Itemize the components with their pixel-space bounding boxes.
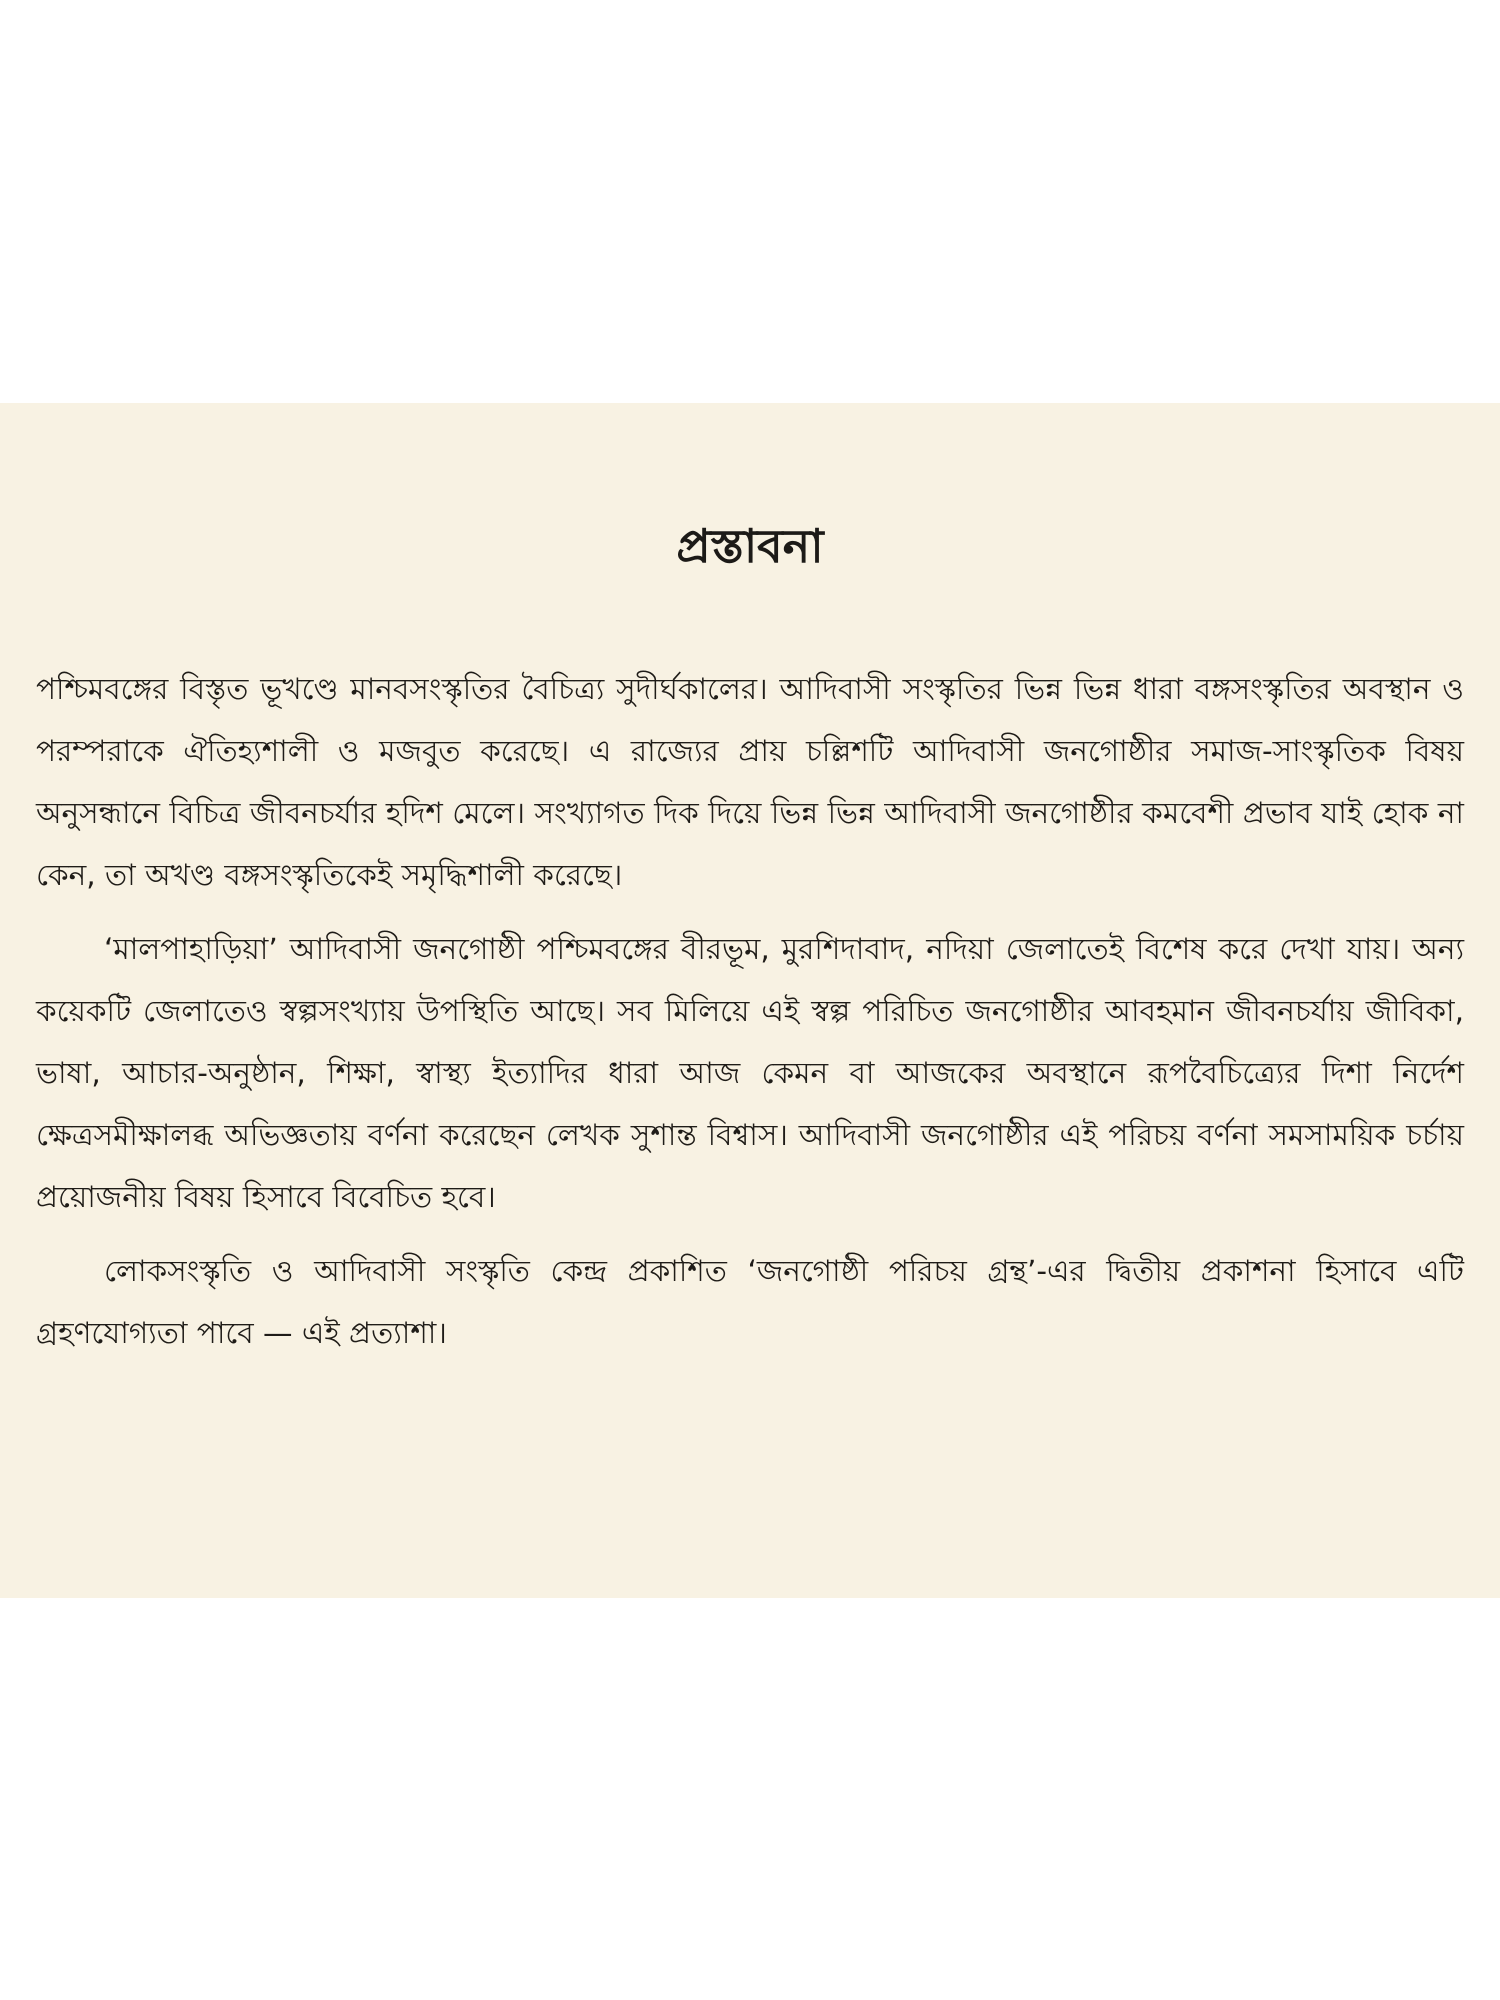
scanned-page [0,403,1500,1598]
page-title: প্রস্তাবনা [676,519,824,573]
paragraph-3: লোকসংস্কৃতি ও আদিবাসী সংস্কৃতি কেন্দ্র প্রকাশিত ‘জনগোষ্ঠী পরিচয় গ্রন্থ’-এর দ্বিতীয় প্রকাশনা হিসাবে এটি গ্রহণযোগ্যতা পাবে — এই প্রত্যাশা। [36,1254,1464,1350]
paragraph-1: পশ্চিমবঙ্গের বিস্তৃত ভূখণ্ডে মানবসংস্কৃতির বৈচিত্র্য সুদীর্ঘকালের। আদিবাসী সংস্কৃতির ভিন্ন ভিন্ন ধারা বঙ্গসংস্কৃতির অবস্থান ও পরম্পরাকে ঐতিহ্যশালী ও মজবুত করেছে। এ রাজ্যের প্রায় চল্লিশটি আদিবাসী জনগোষ্ঠীর সমাজ-সাংস্কৃতিক বিষয় অনুসন্ধানে বিচিত্র জীবনচর্যার হদিশ মেলে। সংখ্যাগত দিক দিয়ে ভিন্ন ভিন্ন আদিবাসী জনগোষ্ঠীর কমবেশী প্রভাব যাই হোক না কেন, তা অখণ্ড বঙ্গসংস্কৃতিকেই সমৃদ্ধিশালী করেছে। [36,672,1464,892]
paragraph-2: ‘মালপাহাড়িয়া’ আদিবাসী জনগোষ্ঠী পশ্চিমবঙ্গের বীরভূম, মুরশিদাবাদ, নদিয়া জেলাতেই বিশেষ করে দেখা যায়। অন্য কয়েকটি জেলাতেও স্বল্পসংখ্যায় উপস্থিতি আছে। সব মিলিয়ে এই স্বল্প পরিচিত জনগোষ্ঠীর আবহমান জীবনচর্যায় জীবিকা, ভাষা, আচার-অনুষ্ঠান, শিক্ষা, স্বাস্থ্য ইত্যাদির ধারা আজ কেমন বা আজকের অবস্থানে রূপবৈচিত্র্যের দিশা নির্দেশ ক্ষেত্রসমীক্ষালব্ধ অভিজ্ঞতায় বর্ণনা করেছেন লেখক সুশান্ত বিশ্বাস। আদিবাসী জনগোষ্ঠীর এই পরিচয় বর্ণনা সমসাময়িক চর্চায় প্রয়োজনীয় বিষয় হিসাবে বিবেচিত হবে। [36,932,1464,1214]
body-text [36,658,1464,1364]
